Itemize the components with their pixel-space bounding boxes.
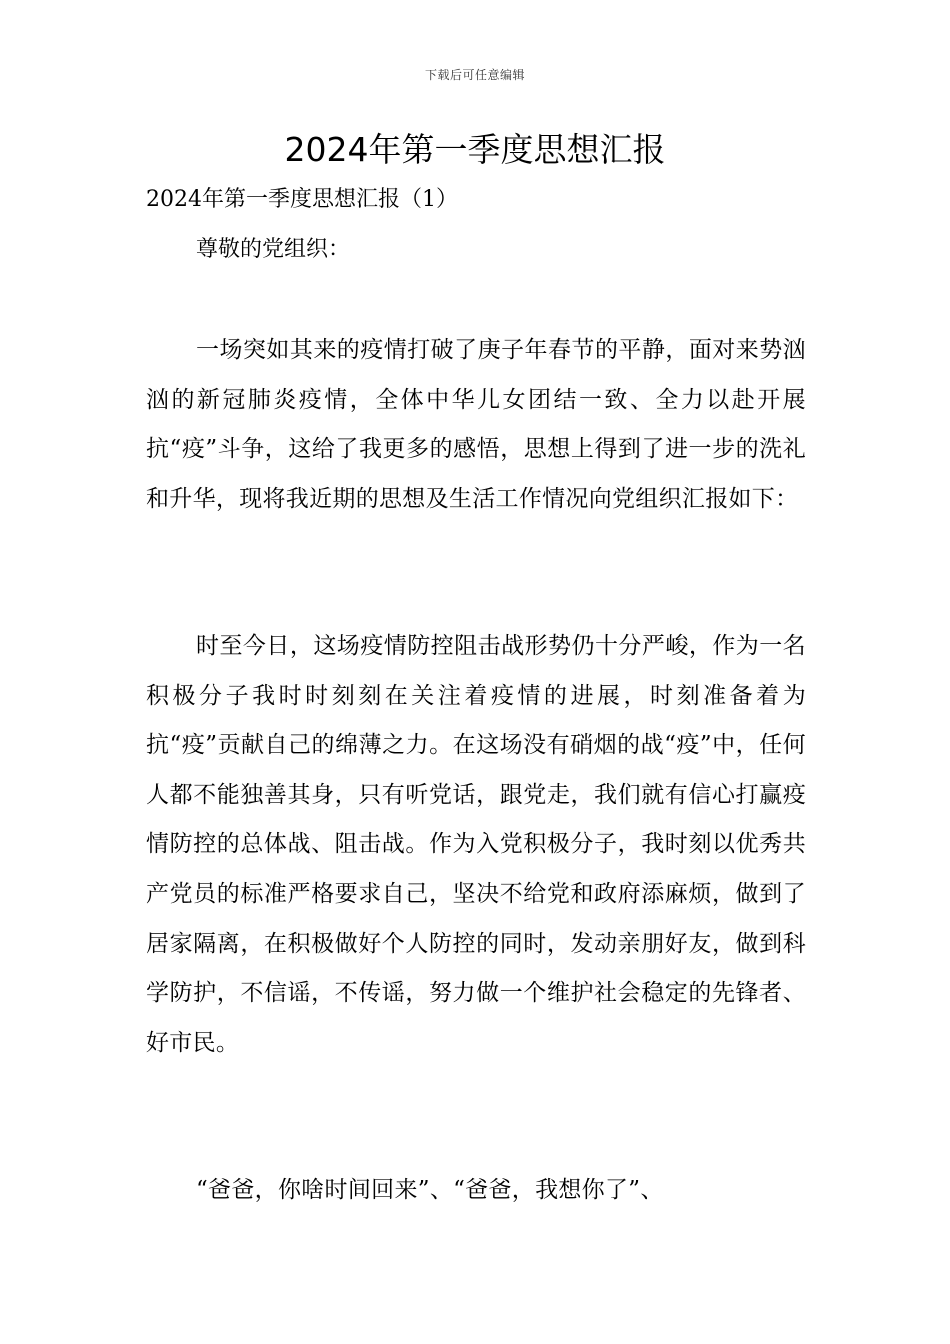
paragraph-1: 一场突如其来的疫情打破了庚子年春节的平静，面对来势汹汹的新冠肺炎疫情，全体中华儿女团结一致、全力以赴开展抗“疫”斗争，这给了我更多的感悟，思想上得到了进一步的洗礼和升华，现将我近期的思想及生活工作情况向党组织汇报如下： bbox=[146, 337, 806, 512]
document-title: 2024年第一季度思想汇报 bbox=[284, 130, 666, 169]
header-note: 下载后可任意编辑 bbox=[424, 68, 525, 82]
document-subtitle: 2024年第一季度思想汇报（1） bbox=[146, 187, 458, 212]
paragraph-2: 时至今日，这场疫情防控阻击战形势仍十分严峻，作为一名积极分子我时时刻刻在关注着疫情的进展，时刻准备着为抗“疫”贡献自己的绵薄之力。在这场没有硝烟的战“疫”中，任何人都不能独善其身，只有听党话，跟党走，我们就有信心打赢疫情防控的总体战、阻击战。作为入党积极分子，我时刻以优秀共产党员的标准严格要求自己，坚决不给党和政府添麻烦，做到了居家隔离，在积极做好个人防控的同时，发动亲朋好友，做到科学防护，不信谣，不传谣，努力做一个维护社会稳定的先锋者、好市民。 bbox=[146, 633, 806, 1056]
salutation: 尊敬的党组织： bbox=[196, 237, 351, 262]
paragraph-3: “爸爸，你啥时间回来”、“爸爸，我想你了”、 bbox=[196, 1177, 664, 1203]
